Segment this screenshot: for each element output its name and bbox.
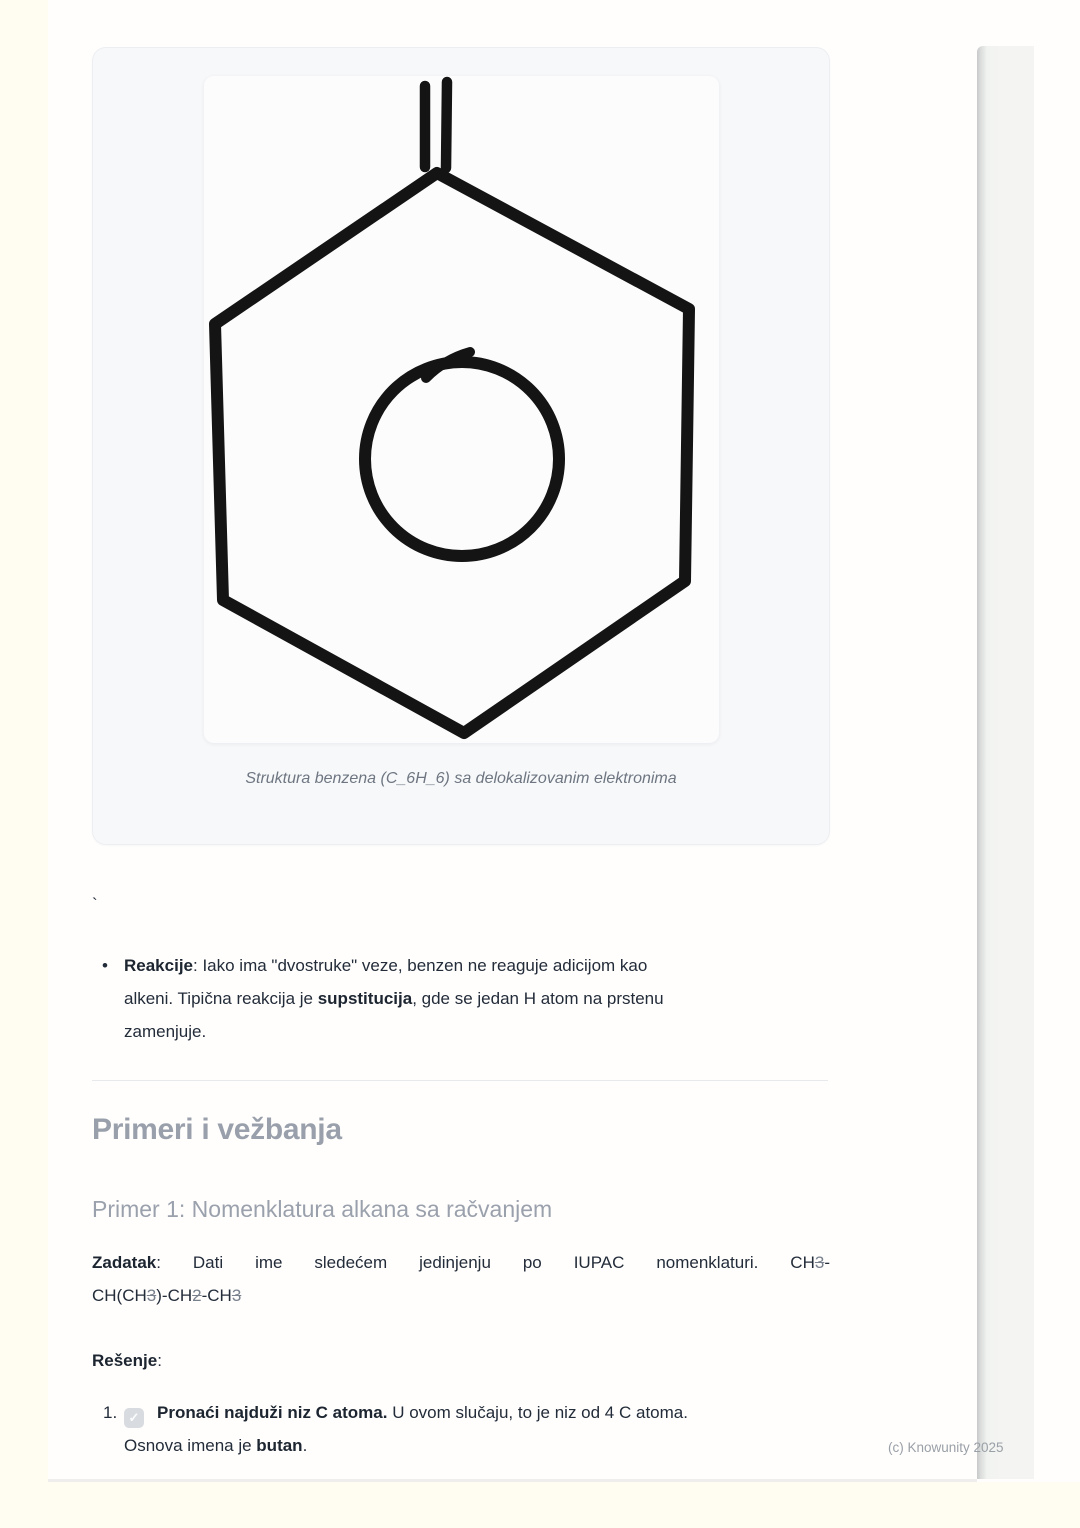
solution-step-1 [92, 1396, 832, 1462]
subsection-heading: Primer 1: Nomenklatura alkana sa račvanjem [92, 1196, 553, 1222]
step-body [124, 1396, 832, 1462]
copyright-watermark: (c) Knowunity 2025 [888, 1440, 1004, 1455]
task-paragraph [92, 1246, 830, 1312]
benzene-structure-drawing [204, 76, 719, 743]
bullet-text: Reakcije: Iako ima "dvostruke" veze, benzen ne reaguje adicijom kao alkeni. Tipična reakcija je supstitucija, gde se jedan H atom na prstenu zamenjuje. [124, 956, 664, 1041]
figure-card [92, 47, 830, 845]
section-heading: Primeri i vežbanja [92, 1113, 342, 1146]
next-page-edge [977, 46, 1034, 1479]
page-bottom-edge [48, 1479, 977, 1482]
checked-checkbox[interactable] [124, 1408, 144, 1428]
figure-caption: Struktura benzena (C_6H_6) sa delokalizovanim elektronima [245, 770, 677, 787]
bottom-margin [0, 1482, 1080, 1528]
step-number: 1. [103, 1403, 118, 1422]
stray-backtick: ` [92, 895, 98, 914]
checkmark-icon: ✓ [128, 1410, 140, 1425]
bullet-item-reakcije [92, 949, 832, 1048]
bullet-icon: • [102, 956, 108, 975]
task-line-1: Zadatak: Dati ime sledećem jedinjenju po IUPAC nomenklaturi. CH3- [92, 1253, 830, 1272]
step-text: Pronaći najduži niz C atoma. U ovom slučaju, to je niz od 4 C atoma. Osnova imena je butan. [124, 1403, 688, 1455]
double-bond-line-right [446, 82, 447, 168]
delocalized-electron-circle [365, 362, 559, 556]
task-formula-line: CH(CH3)-CH2-CH3 [92, 1286, 242, 1305]
left-margin [0, 0, 48, 1528]
solution-label: Rešenje: [92, 1351, 162, 1370]
benzene-hexagon [215, 173, 689, 733]
benzene-figure-image [204, 76, 719, 743]
section-divider [92, 1080, 828, 1081]
